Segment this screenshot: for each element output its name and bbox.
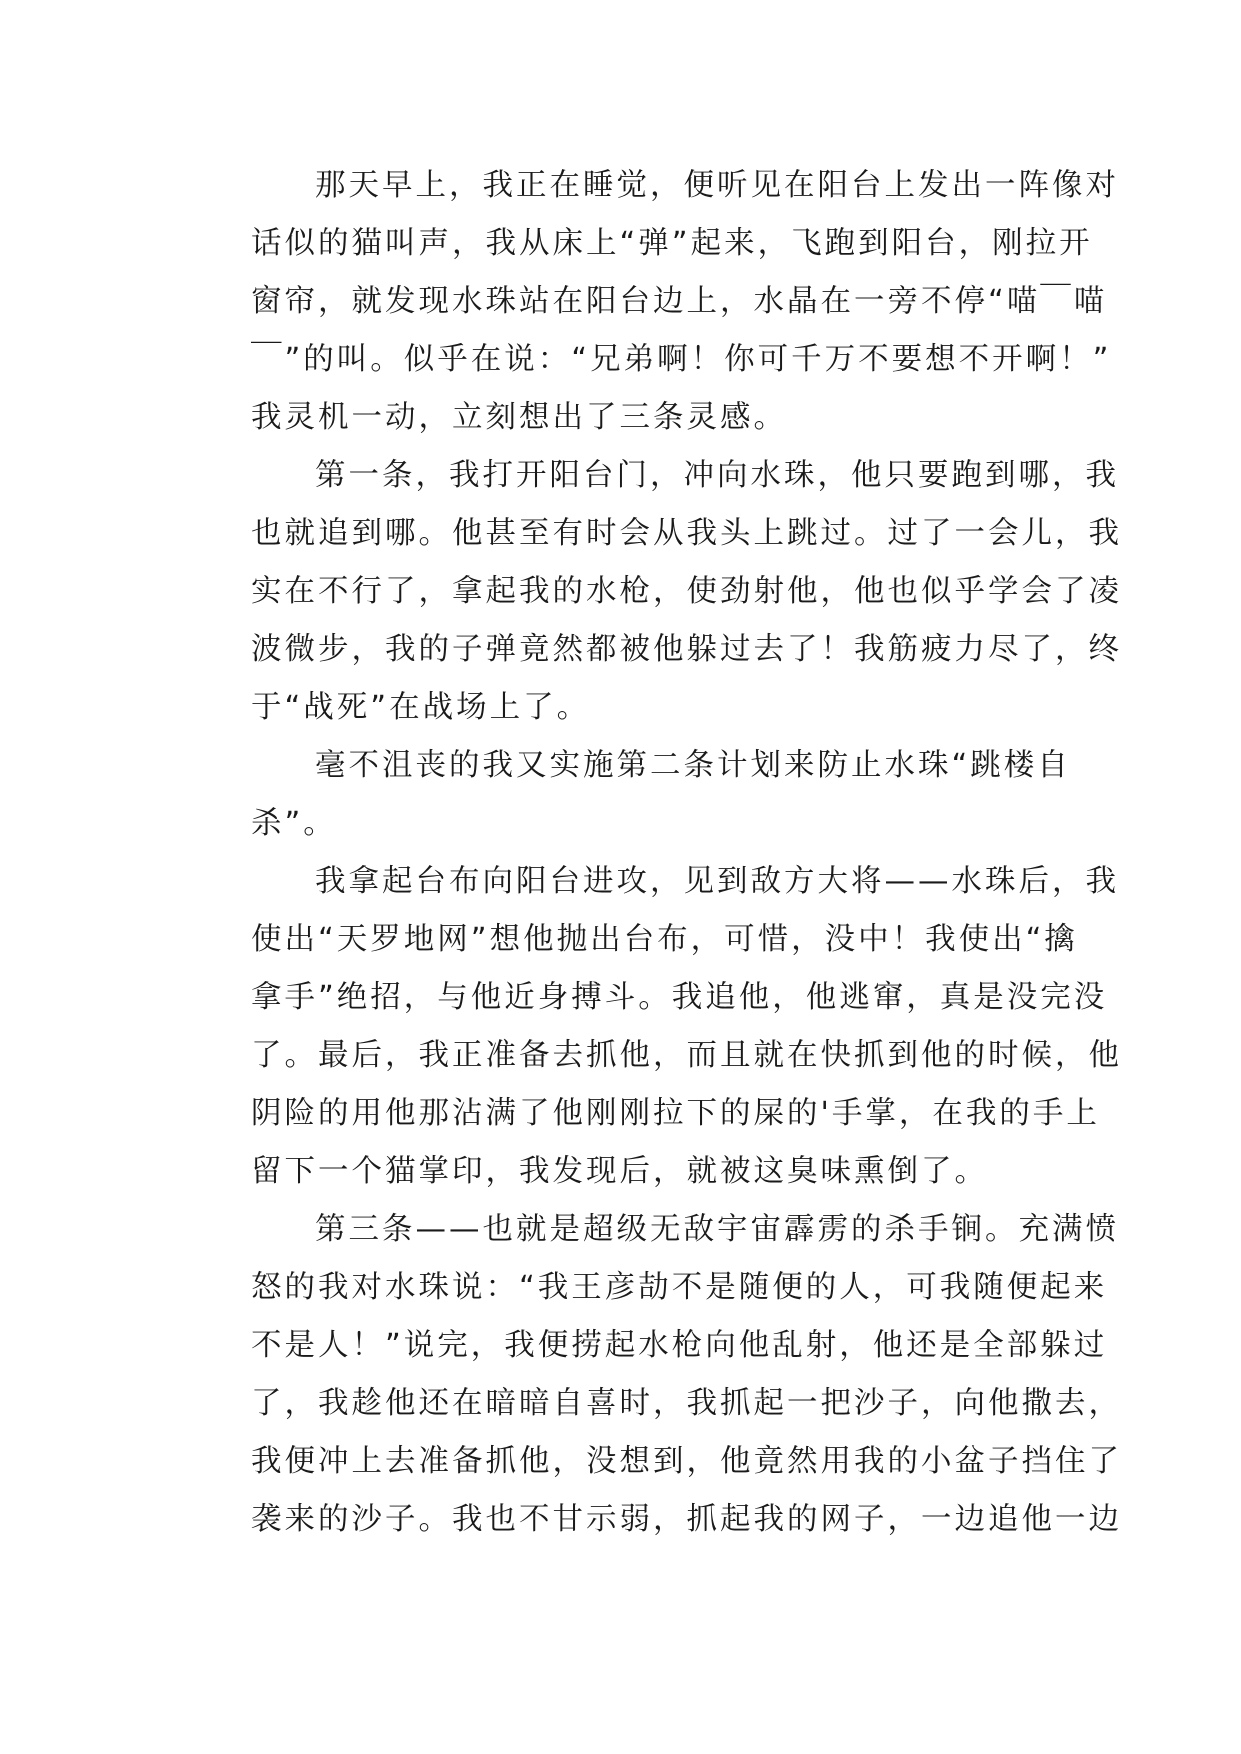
text-line: 我便冲上去准备抓他，没想到，他竟然用我的小盆子挡住了 — [251, 1444, 1122, 1479]
text-line: 波微步，我的子弹竟然都被他躲过去了！我筋疲力尽了，终 — [251, 632, 1122, 667]
text-line: 袭来的沙子。我也不甘示弱，抓起我的网子，一边追他一边 — [251, 1502, 1122, 1537]
paragraph-5 — [190, 1201, 1122, 1549]
text-line: 第三条——也就是超级无敌宇宙霹雳的杀手锏。充满愤 — [315, 1212, 1119, 1247]
text-line: 杀”。 — [251, 806, 337, 841]
text-line: 阴险的用他那沾满了他刚刚拉下的屎的'手掌，在我的手上 — [251, 1096, 1100, 1131]
text-line: 窗帘，就发现水珠站在阳台边上，水晶在一旁不停“喵￣喵 — [251, 284, 1108, 319]
paragraph-2 — [190, 447, 1122, 737]
text-line: ￣”的叫。似乎在说：“兄弟啊！你可千万不要想不开啊！” — [251, 342, 1112, 377]
text-line: 拿手”绝招，与他近身搏斗。我追他，他逃窜，真是没完没 — [251, 980, 1108, 1015]
text-line: 于“战死”在战场上了。 — [251, 690, 591, 725]
text-line: 实在不行了，拿起我的水枪，使劲射他，他也似乎学会了凌 — [251, 574, 1122, 609]
text-line: 我灵机一动，立刻想出了三条灵感。 — [251, 400, 787, 435]
text-line: 留下一个猫掌印，我发现后，就被这臭味熏倒了。 — [251, 1154, 988, 1189]
text-line: 了，我趁他还在暗暗自喜时，我抓起一把沙子，向他撒去， — [251, 1386, 1122, 1421]
document-body — [190, 157, 1122, 1549]
text-line: 怒的我对水珠说：“我王彦劼不是随便的人，可我随便起来 — [251, 1270, 1108, 1305]
text-line: 使出“天罗地网”想他抛出台布，可惜，没中！我使出“擒 — [251, 922, 1078, 957]
text-line: 我拿起台布向阳台进攻，见到敌方大将——水珠后，我 — [315, 864, 1119, 899]
text-line: 话似的猫叫声，我从床上“弹”起来，飞跑到阳台，刚拉开 — [251, 226, 1093, 261]
text-line: 第一条，我打开阳台门，冲向水珠，他只要跑到哪，我 — [315, 458, 1119, 493]
text-line: 了。最后，我正准备去抓他，而且就在快抓到他的时候，他 — [251, 1038, 1122, 1073]
text-line: 那天早上，我正在睡觉，便听见在阳台上发出一阵像对 — [315, 168, 1119, 203]
paragraph-4 — [190, 853, 1122, 1201]
text-line: 也就追到哪。他甚至有时会从我头上跳过。过了一会儿，我 — [251, 516, 1122, 551]
text-line: 毫不沮丧的我又实施第二条计划来防止水珠“跳楼自 — [315, 748, 1071, 783]
paragraph-3 — [190, 737, 1071, 853]
paragraph-1 — [190, 157, 1119, 447]
text-line: 不是人！”说完，我便捞起水枪向他乱射，他还是全部躲过 — [251, 1328, 1108, 1363]
